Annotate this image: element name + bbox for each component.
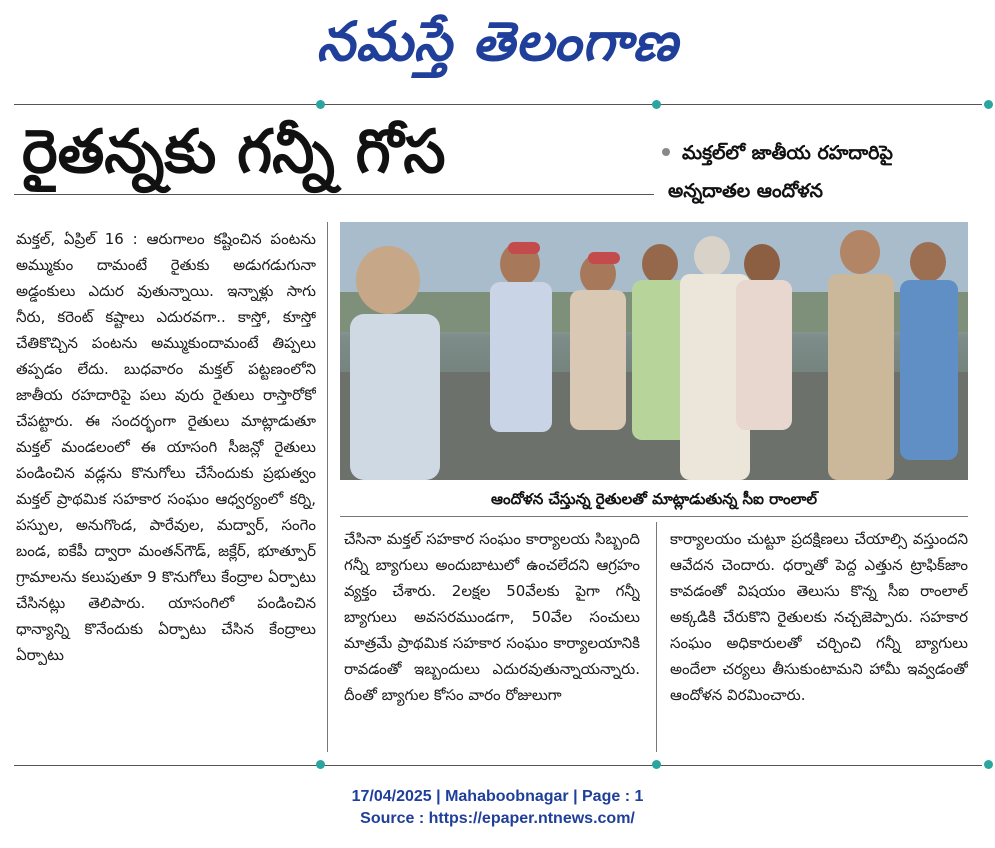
photo-caption: ఆందోళన చేస్తున్న రైతులతో మాట్లాడుతున్న సీఐ రాంలాల్: [340, 484, 968, 517]
body-column-1: మక్తల్, ఏప్రిల్ 16 : ఆరుగాలం కష్టించిన పంటను అమ్ముకుం దామంటే రైతుకు అడుగడుగునా అడ్డంకులు ఎదుర వుతున్నాయి. ఇన్నాళ్లు సాగు నీరు, కరెంట్ కష్టాలు ఎదురవగా.. కాస్తో, కూస్తో చేతికొచ్చిన పంటను అమ్ముకుందామంటే తిప్పలు తప్పడం లేదు. బుధవారం మక్తల్ పట్టణంలోని జాతీయ రహదారిపై పలు వురు రైతులు రాస్తారోకో చేపట్టారు. ఈ సందర్భంగా రైతులు మాట్లాడుతూ మక్తల్ మండలంలో ఈ యాసంగి సీజన్లో రైతులు పండించిన వడ్లను కొనుగోలు చేసేందుకు ప్రభుత్వం మక్తల్ ప్రాథమిక సహకార సంఘం ఆధ్వర్యంలో కర్ని, పస్పుల, అనుగొండ, పారేవుల, మద్వార్, సంగెం బండ, ఐకేపీ ద్వారా మంతన్‌గౌడ్, జక్లేర్, భూత్పూర్ గ్రామాలను కలుపుతూ 9 కొనుగోలు కేంద్రాల ఏర్పాటు చేసినట్లు తెలిపారు. యాసంగిలో పండించిన ధాన్యాన్ని కొనేందుకు ఏర్పాటు చేసిన కేంద్రాలు ఏర్పాటు: [16, 230, 316, 664]
body-column-3: కార్యాలయం చుట్టూ ప్రదక్షిణలు చేయాల్సి వస్తుందని ఆవేదన చెందారు. ధర్నాతో పెద్ద ఎత్తున ట్రాఫిక్‌జాం కావడంతో విషయం తెలుసు కొన్న సీఐ రాంలాల్ అక్కడికి చేరుకొని రైతులకు నచ్చజెప్పారు. సహకార సంఘం అధికారులతో చర్చించి గన్నీ బ్యాగులు అందేలా చర్యలు తీసుకుంటామని హామీ ఇవ్వడంతో ఆందోళన విరమించారు.: [670, 530, 968, 704]
masthead-title: నమస్తే తెలంగాణ: [316, 10, 679, 73]
decor-dot: [984, 100, 993, 109]
subheadline: [668, 134, 988, 210]
footer-dateline: 17/04/2025 | Mahaboobnagar | Page : 1: [351, 788, 644, 805]
top-rule: [14, 104, 982, 105]
masthead: [0, 2, 995, 82]
bullet-icon: [662, 148, 670, 156]
headline-rule: [14, 194, 654, 195]
column-divider: [656, 522, 657, 752]
column-divider: [327, 222, 328, 752]
news-photo: [340, 222, 968, 480]
body-column-2: చేసినా మక్తల్ సహకార సంఘం కార్యాలయ సిబ్బంది గన్నీ బ్యాగులు అందుబాటులో ఉంచలేదని ఆగ్రహం వ్యక్తం చేశారు. 2లక్షల 50వేలకు పైగా గన్నీ బ్యాగులు అవసరముండగా, 50వేల సంచులు మాత్రమే ప్రాథమిక సహకార సంఘం కార్యాలయానికి రావడంతో ఇబ్బందులు ఎదురవుతున్నాయన్నారు. దీంతో బ్యాగుల కోసం వారం రోజులుగా: [344, 530, 640, 704]
bottom-rule: [14, 765, 982, 766]
headline: రైతన్నకు గన్నీ గోస: [22, 117, 446, 187]
decor-dot: [652, 100, 661, 109]
decor-dot: [316, 100, 325, 109]
decor-dot: [316, 760, 325, 769]
subheadline-line-2: అన్నదాతల ఆందోళన: [668, 180, 824, 202]
subheadline-line-1: మక్తల్‌లో జాతీయ రహదారిపై: [682, 142, 893, 164]
decor-dot: [652, 760, 661, 769]
footer-source: Source : https://epaper.ntnews.com/: [360, 810, 635, 827]
photo-illustration: [340, 222, 968, 480]
decor-dot: [984, 760, 993, 769]
